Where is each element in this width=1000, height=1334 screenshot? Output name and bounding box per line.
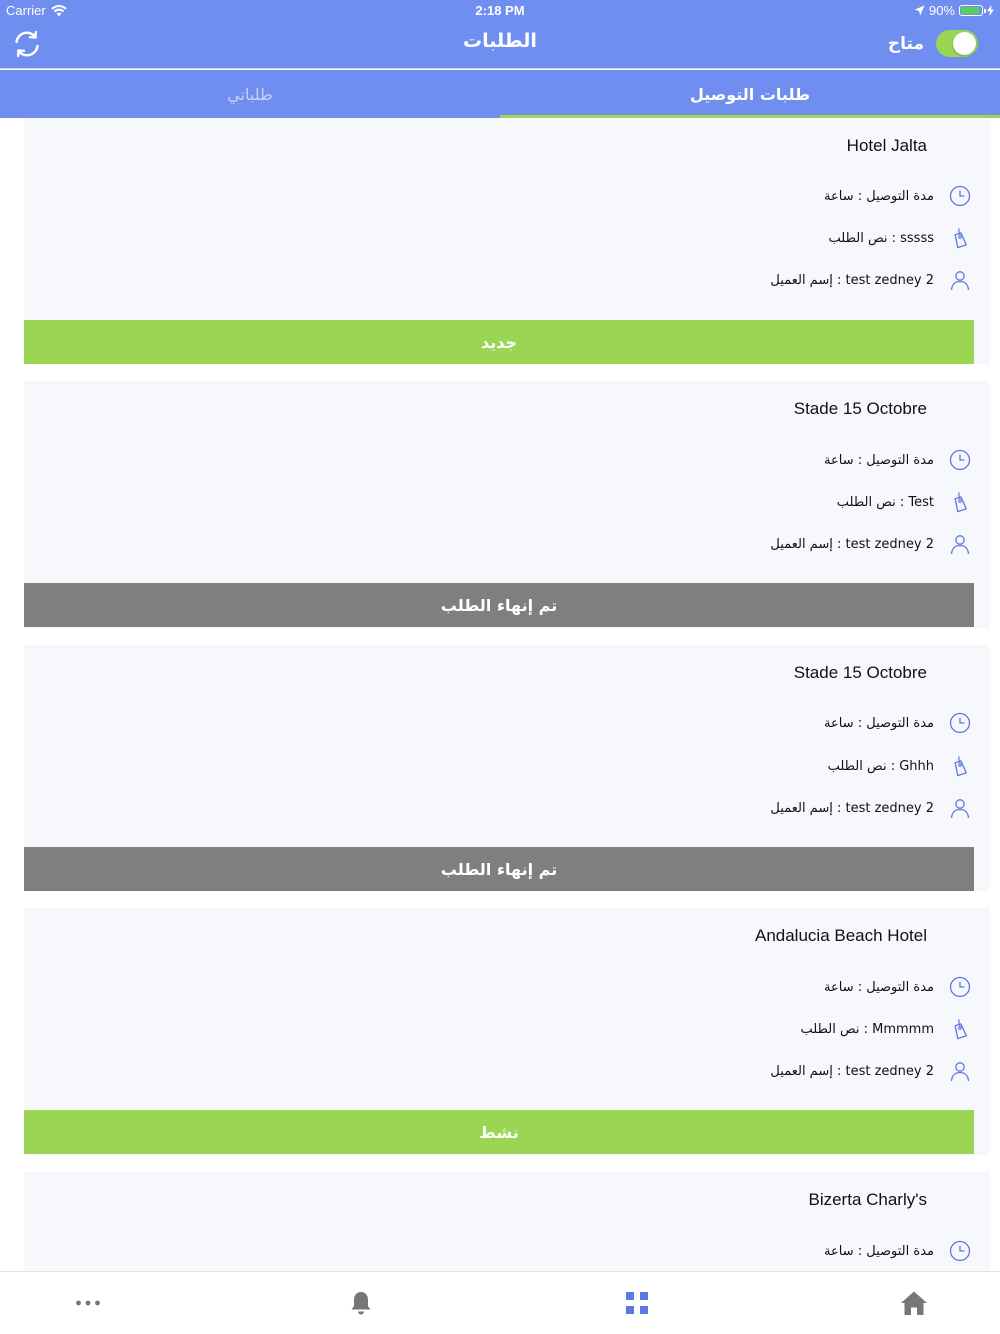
availability-toggle[interactable] xyxy=(936,30,978,57)
order-client-row xyxy=(770,268,972,292)
price-tag-icon xyxy=(948,490,972,514)
order-card[interactable] xyxy=(24,908,990,1155)
order-status-bar[interactable]: تم إنهاء الطلب xyxy=(24,847,974,891)
clock-icon xyxy=(948,1239,972,1263)
price-tag-icon xyxy=(948,754,972,778)
order-client: إسم العميل : test zedney 2 xyxy=(770,1063,934,1079)
order-duration-row xyxy=(824,448,972,472)
order-client: إسم العميل : test zedney 2 xyxy=(770,272,934,288)
order-client-row xyxy=(770,532,972,556)
order-card[interactable] xyxy=(24,381,990,628)
home-tab[interactable] xyxy=(899,1288,929,1318)
order-location: Bizerta Charly's xyxy=(808,1190,927,1209)
tab-delivery-orders[interactable]: طلبات التوصيل xyxy=(500,70,1000,118)
charging-bolt-icon xyxy=(987,5,994,16)
user-icon xyxy=(948,796,972,820)
order-text: نص الطلب : Ghhh xyxy=(827,758,934,774)
orders-list[interactable] xyxy=(0,118,1000,1271)
battery-icon xyxy=(959,5,983,16)
order-status-bar[interactable]: تم إنهاء الطلب xyxy=(24,583,974,627)
price-tag-icon xyxy=(948,1017,972,1041)
order-text: نص الطلب : sssss xyxy=(828,230,934,246)
order-client-row xyxy=(770,1059,972,1083)
more-dots-icon[interactable] xyxy=(75,1299,101,1307)
availability-label: متاح xyxy=(887,33,924,54)
order-text-row xyxy=(801,1017,973,1041)
order-location: Stade 15 Octobre xyxy=(793,399,927,418)
user-icon xyxy=(948,1059,972,1083)
page-title: الطلبات xyxy=(463,30,537,52)
order-duration: مدة التوصيل : ساعة xyxy=(824,979,934,995)
clock-icon xyxy=(948,975,972,999)
availability-control xyxy=(888,30,978,57)
clock-icon xyxy=(948,711,972,735)
order-duration: مدة التوصيل : ساعة xyxy=(824,188,934,204)
order-client: إسم العميل : test zedney 2 xyxy=(770,800,934,816)
order-status-bar[interactable]: جديد xyxy=(24,320,974,364)
order-duration: مدة التوصيل : ساعة xyxy=(824,715,934,731)
order-status-bar[interactable]: نشط xyxy=(24,1110,974,1154)
categories-tab[interactable] xyxy=(622,1288,652,1318)
order-text-row xyxy=(828,754,972,778)
order-duration-row xyxy=(824,975,972,999)
order-card[interactable] xyxy=(24,645,990,891)
order-location: Andalucia Beach Hotel xyxy=(754,926,927,945)
clock-icon xyxy=(948,184,972,208)
order-location: Hotel Jalta xyxy=(846,136,927,155)
order-text-row xyxy=(829,226,973,250)
more-tab[interactable] xyxy=(73,1288,103,1318)
order-duration: مدة التوصيل : ساعة xyxy=(824,452,934,468)
navigation-bar xyxy=(0,22,1000,69)
location-arrow-icon xyxy=(914,5,925,16)
order-text-row xyxy=(837,490,972,514)
clock-icon xyxy=(948,448,972,472)
order-tabs xyxy=(0,70,1000,118)
grid-icon[interactable] xyxy=(625,1291,649,1315)
carrier-label: Carrier xyxy=(6,3,46,18)
order-card[interactable] xyxy=(24,118,990,364)
battery-percent: 90% xyxy=(928,3,955,18)
user-icon xyxy=(948,268,972,292)
order-duration-row xyxy=(824,184,972,208)
clock: 2:18 PM xyxy=(475,3,525,18)
price-tag-icon xyxy=(948,226,972,250)
order-text: نص الطلب : Mmmmm xyxy=(800,1021,934,1037)
order-client-row xyxy=(770,796,972,820)
bell-icon[interactable] xyxy=(349,1290,373,1316)
order-location: Stade 15 Octobre xyxy=(793,663,927,682)
order-duration-row xyxy=(824,1239,972,1263)
order-card[interactable] xyxy=(24,1172,990,1271)
order-text: نص الطلب : Test xyxy=(836,494,934,510)
tab-my-orders[interactable]: طلباتي xyxy=(227,84,273,104)
status-bar xyxy=(0,0,1000,22)
order-client: إسم العميل : test zedney 2 xyxy=(770,536,934,552)
toggle-knob[interactable] xyxy=(953,32,976,55)
bottom-tab-bar xyxy=(0,1271,1000,1334)
order-duration: مدة التوصيل : ساعة xyxy=(824,1243,934,1259)
user-icon xyxy=(948,532,972,556)
order-duration-row xyxy=(824,711,972,735)
notifications-tab[interactable] xyxy=(346,1288,376,1318)
home-icon[interactable] xyxy=(900,1290,928,1316)
